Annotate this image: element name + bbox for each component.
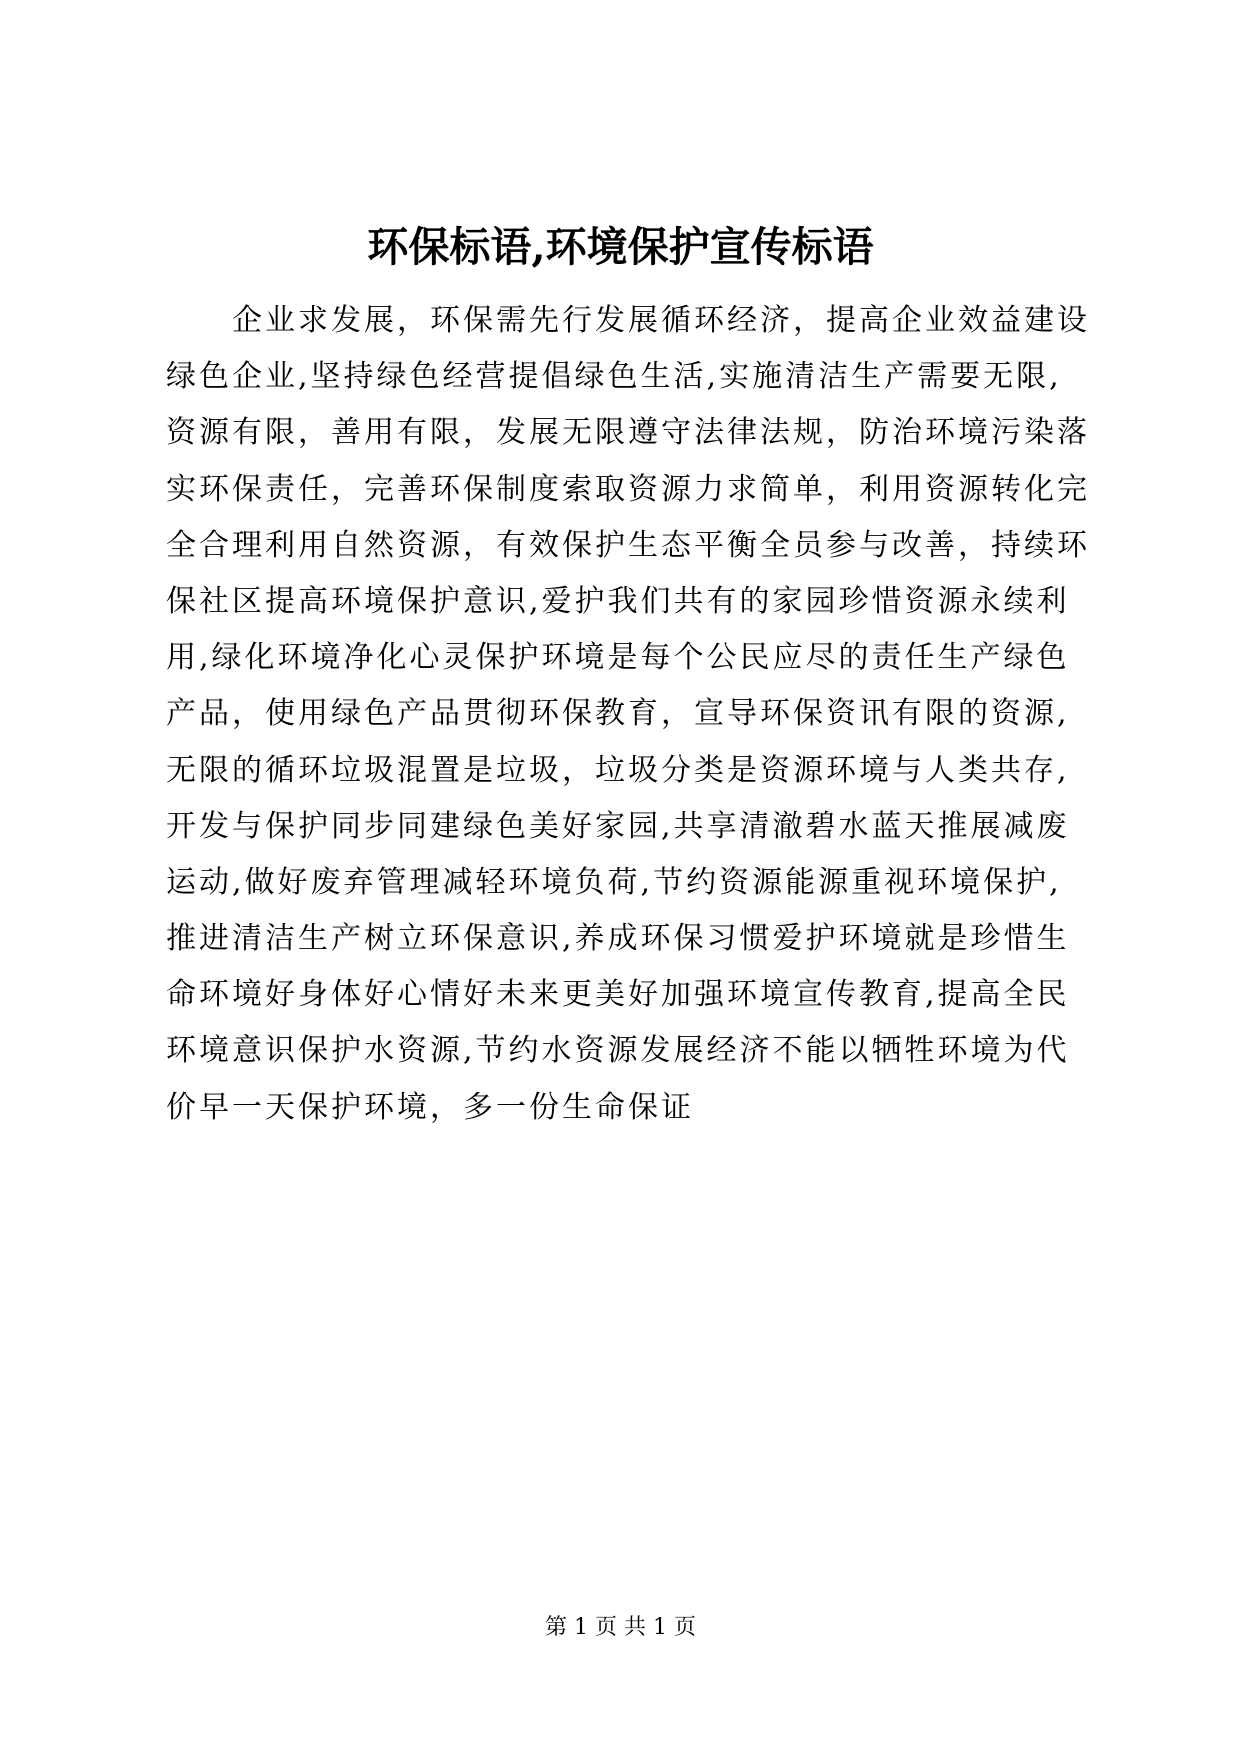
- body-line: 用,绿化环境净化心灵保护环境是每个公民应尽的责任生产绿色: [166, 640, 1070, 676]
- body-line: 实环保责任，完善环保制度索取资源力求简单，利用资源转化完: [166, 471, 1090, 507]
- body-line: 命环境好身体好心情好未来更美好加强环境宣传教育,提高全民: [166, 977, 1070, 1013]
- page-title: 环保标语,环境保护宣传标语: [367, 223, 874, 271]
- body-line: 价早一天保护环境，多一份生命保证: [166, 1089, 694, 1125]
- body-line: 绿色企业,坚持绿色经营提倡绿色生活,实施清洁生产需要无限,: [166, 359, 1062, 395]
- body-line: 企业求发展，环保需先行发展循环经济，提高企业效益建设: [232, 303, 1090, 338]
- body-line: 全合理利用自然资源，有效保护生态平衡全员参与改善，持续环: [166, 527, 1090, 563]
- body-line: 运动,做好废弃管理减轻环境负荷,节约资源能源重视环境保护,: [166, 864, 1062, 900]
- body-line: 环境意识保护水资源,节约水资源发展经济不能以牺牲环境为代: [166, 1033, 1070, 1069]
- page-footer: 第 1 页 共 1 页: [545, 1615, 696, 1640]
- document-body: [166, 293, 1090, 1136]
- body-line: 开发与保护同步同建绿色美好家园,共享清澈碧水蓝天推展减废: [166, 808, 1070, 844]
- body-line: 资源有限，善用有限，发展无限遵守法律法规，防治环境污染落: [166, 415, 1090, 451]
- body-line: 推进清洁生产树立环保意识,养成环保习惯爱护环境就是珍惜生: [166, 921, 1070, 957]
- body-line: 无限的循环垃圾混置是垃圾，垃圾分类是资源环境与人类共存,: [166, 752, 1070, 788]
- body-line: 产品，使用绿色产品贯彻环保教育，宣导环保资讯有限的资源,: [166, 696, 1070, 732]
- body-line: 保社区提高环境保护意识,爱护我们共有的家园珍惜资源永续利: [166, 583, 1070, 619]
